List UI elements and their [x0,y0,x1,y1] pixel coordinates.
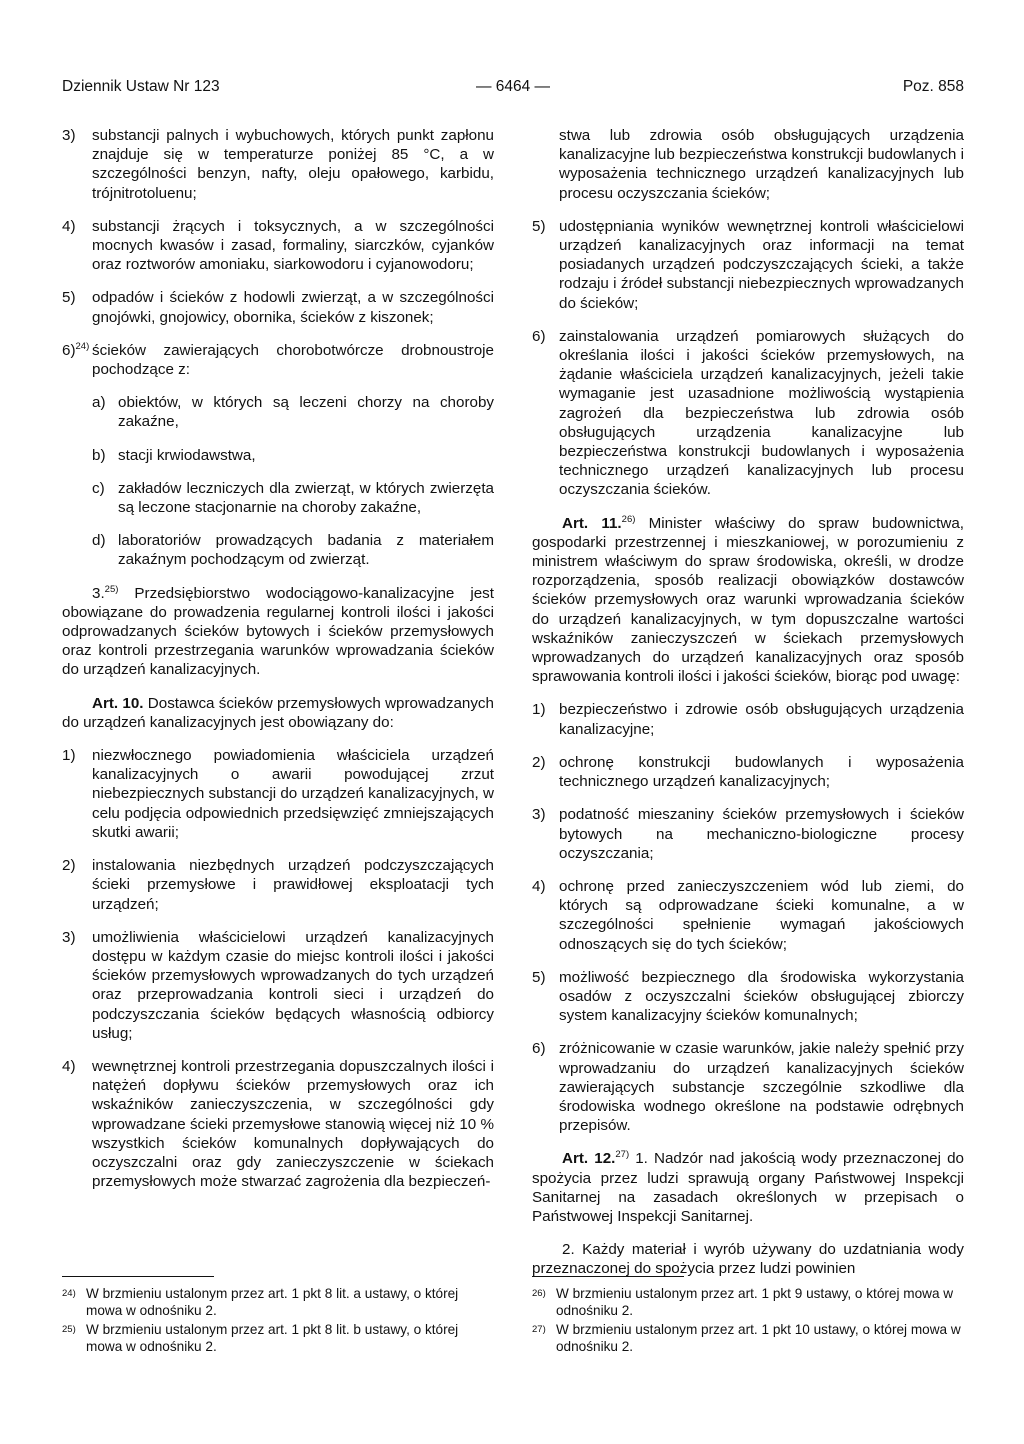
sub-item [62,531,494,569]
item-number: 3) [62,928,76,946]
item-text: wewnętrznej kontroli przestrzegania dopuszczalnych ilości i natężeń dopływu ścieków przemysłowych oraz ich wskaźników zanieczyszczenia, w szczególności gdy wprowadzane ścieki przemysłowe stanowią więcej niż 10 % wszystkich ścieków komunalnych dopływających do oczyszczalni oraz gdy zanieczyszczenie w ściekach przemysłowych może stwarzać zagrożenia dla bezpieczeń- [92,1057,494,1191]
item-number: 6)$^{24)}$ [62,340,90,359]
paragraph-2: 2. Każdy materiał i wyrób używany do uzdatniania wody przeznaczonej do spożycia przez ludzi powinien [532,1241,964,1278]
item-number: 4) [62,1057,76,1075]
item-number: 6) [532,327,546,345]
article-label: Art. 12. [562,1150,616,1168]
footnote-number: 27) [532,1324,546,1335]
item-text: substancji palnych i wybuchowych, których punkt zapłonu znajduje się w temperaturze poniżej 85 °C, a w szczególności benzyn, nafty, oleju opałowego, karbidu, trójnitrotoluenu; [92,127,494,202]
footnote-ref: 24) [75,340,90,352]
item-text: zróżnicowanie w czasie warunków, jakie należy spełnić przy wprowadzaniu do urządzeń kanalizacyjnych ścieków zawierających substancje szczególnie szkodliwe dla środowiska wodnego określone na podstawie odrębnych przepisów. [559,1040,964,1135]
footnote-text: W brzmieniu ustalonym przez art. 1 pkt 10 ustawy, o której mowa w odnośniku 2. [556,1322,961,1354]
item-text: udostępniania wyników wewnętrznej kontroli właścicielowi urządzeń kanalizacyjnych oraz informacji na temat posiadanych urządzeń podczyszczających ścieki, a także rodzaju i źródeł substancji niebezpiecznych wprowadzanych do ścieków; [559,217,964,312]
item-text: ochronę przed zanieczyszczeniem wód lub ziemi, do których są odprowadzane ścieki komunalne, a w szczególności spełnienie wymagań jakościowych odnoszących się do tych ścieków; [559,877,964,953]
item-number: 5) [532,968,546,986]
sub-item [62,479,494,517]
footnote-ref: 25) [104,583,119,595]
sub-item [62,446,494,465]
item-text: umożliwienia właścicielowi urządzeń kanalizacyjnych dostępu w każdym czasie do miejsc kontroli ilości i jakości ścieków przemysłowych wprowadzanych do tych urządzeń oraz przeprowadzania kontroli sieci i urządzeń do podczyszczania ścieków będących własnością odbiorcy usług; [92,928,494,1042]
item-number: 1) [532,701,546,719]
list-item [62,1057,494,1191]
article-text: Dostawca ścieków przemysłowych wprowadzanych do urządzeń kanalizacyjnych jest obowiązany do: [62,694,494,731]
sub-item [62,393,494,431]
sub-item-letter: d) [92,532,106,550]
footnote-number: 25) [62,1324,76,1335]
sub-item-text: stacji krwiodawstwa, [118,446,256,464]
sub-item-letter: c) [92,479,105,497]
article-label: Art. 10. [92,694,144,712]
list-item [532,753,964,791]
paragraph-number: 3. [92,584,105,602]
list-item [62,126,494,203]
continued-text: stwa lub zdrowia osób obsługujących urządzenia kanalizacyjne lub bezpieczeństwa konstrukcji budowlanych i wyposażenia technicznego urządzeń kanalizacyjnych lub procesu oczyszczania ścieków; [559,127,964,202]
sub-item-text: zakładów leczniczych dla zwierząt, w których zwierzęta są leczone stacjonarnie na choroby zakaźne, [118,479,494,517]
item-number: 4) [62,217,76,235]
list-item [532,968,964,1026]
item-number: 5) [62,289,76,307]
footnotes-left [62,1285,494,1357]
item-text: podatność mieszaniny ścieków przemysłowych i ścieków bytowych na mechaniczno-biologiczne procesy oczyszczania; [559,806,964,862]
footnote [62,1321,494,1355]
sub-item-letter: a) [92,394,106,412]
sub-item-letter: b) [92,446,106,464]
item-text: ochronę konstrukcji budowlanych i wyposażenia technicznego urządzeń kanalizacyjnych; [559,753,964,791]
position-number: Poz. 858 [902,78,964,95]
footnotes-right [532,1285,964,1357]
footnote [532,1285,964,1319]
footnote [62,1285,494,1319]
footnote-rule [62,1276,214,1277]
article-11 [532,514,964,687]
footnote-text: W brzmieniu ustalonym przez art. 1 pkt 8 lit. b ustawy, o której mowa w odnośniku 2. [86,1322,459,1354]
item-number: 6) [532,1040,546,1058]
footnote-number: 24) [62,1288,76,1299]
paragraph-text: Przedsiębiorstwo wodociągowo-kanalizacyjne jest obowiązane do prowadzenia regularnej kontroli ilości i jakości odprowadzanych ścieków bytowych i ścieków przemysłowych oraz kontroli przestrzegania warunków wprowadzania ścieków do urządzeń kanalizacyjnych. [62,584,494,679]
article-text: Minister właściwy do spraw budownictwa, gospodarki przestrzennej i mieszkaniowej, w porozumieniu z ministrem właściwym do spraw środowiska, określi, w drodze rozporządzenia, sposób realizacji obowiązków dostawców ścieków przemysłowych oraz warunki wprowadzania ścieków do urządzeń kanalizacyjnych, w tym dopuszczalne wartości wskaźników zanieczyszczeń w ściekach przemysłowych wprowadzanych do urządzeń kanalizacyjnych oraz sposób sprawowania kontroli ilości i jakości ścieków, biorąc pod uwagę: [532,514,964,686]
article-text: 1. Nadzór nad jakością wody przeznaczonej do spożycia przez ludzi sprawują organy Państwowej Inspekcji Sanitarnej na zasadach określonych w przepisach o Państwowej Inspekcji Sanitarnej. [532,1150,964,1225]
footnote-number: 26) [532,1288,546,1299]
article-label: Art. 11. [562,514,622,532]
list-item [62,341,494,379]
footnote-ref: 26) [621,513,636,525]
footnote-ref: 27) [615,1149,630,1161]
item-number: 4) [532,877,546,895]
article-10 [62,694,494,732]
list-item [62,746,494,842]
item-text: bezpieczeństwo i zdrowie osób obsługujących urządzenia kanalizacyjne; [559,701,964,738]
sub-item-text: obiektów, w których są leczeni chorzy na choroby zakaźne, [118,394,494,431]
page-number: — 6464 — [475,78,551,95]
item-text: odpadów i ścieków z hodowli zwierząt, a w szczególności gnojówki, gnojowicy, obornika, ścieków z kiszonek; [92,289,494,326]
item-text: substancji żrących i toksycznych, a w szczególności mocnych kwasów i zasad, formaliny, siarczków, cyjanków oraz roztworów amoniaku, siarkowodoru i cyjanowodoru; [92,217,494,274]
item-text: zainstalowania urządzeń pomiarowych służących do określania ilości i jakości ścieków przemysłowych, na żądanie właściciela urządzeń kanalizacyjnych, jeżeli takie wymaganie jest uzasadnione możliwością wystąpienia zagrożeń dla bezpieczeństwa lub zdrowia osób obsługujących urządzenia kanalizacyjne lub bezpieczeństwa konstrukcji budowlanych i wyposażenia technicznego urządzeń kanalizacyjnych lub procesu oczyszczania ścieków. [559,327,964,499]
journal-title: Dziennik Ustaw Nr 123 [62,78,220,95]
article-12 [532,1149,964,1226]
item-number: 5) [532,217,546,235]
item-number: 2) [62,857,76,875]
footnote [532,1321,964,1355]
list-item [532,1039,964,1135]
sub-item-text: laboratoriów prowadzących badania z materiałem zakaźnym pochodzącym od zwierząt. [118,532,494,569]
list-item [532,217,964,313]
item-text: instalowania niezbędnych urządzeń podczyszczających ścieki przemysłowe i prawidłowej eksploatacji tych urządzeń; [92,857,494,913]
item-text: niezwłocznego powiadomienia właściciela urządzeń kanalizacyjnych o awarii powodującej zrzut niebezpiecznych substancji do urządzeń kanalizacyjnych, w celu podjęcia odpowiednich przedsięwzięć zmniejszających skutki awarii; [92,747,494,841]
item-number: 3) [532,806,546,824]
list-item [532,700,964,738]
list-item [532,327,964,500]
list-item [62,928,494,1043]
right-column [532,126,964,1293]
item-text: ścieków zawierających chorobotwórcze drobnoustroje pochodzące z: [92,341,494,379]
item-number: 1) [62,747,76,765]
footnote-rule [532,1276,684,1277]
list-item [62,856,494,914]
item-number: 2) [532,753,546,771]
page-header [62,78,964,100]
list-item [532,805,964,863]
item-text: możliwość bezpiecznego dla środowiska wykorzystania osadów z oczyszczalni ścieków obsługującej zbiorczy system kanalizacyjny ścieków komunalnych; [559,968,964,1025]
paragraph-3 [62,584,494,680]
list-item [532,877,964,954]
left-column [62,126,494,1205]
item-number: 3) [62,127,76,144]
list-item [62,288,494,326]
list-item [62,217,494,275]
footnote-text: W brzmieniu ustalonym przez art. 1 pkt 8 lit. a ustawy, o której mowa w odnośniku 2. [86,1286,459,1318]
footnote-text: W brzmieniu ustalonym przez art. 1 pkt 9 ustawy, o której mowa w odnośniku 2. [556,1286,954,1318]
